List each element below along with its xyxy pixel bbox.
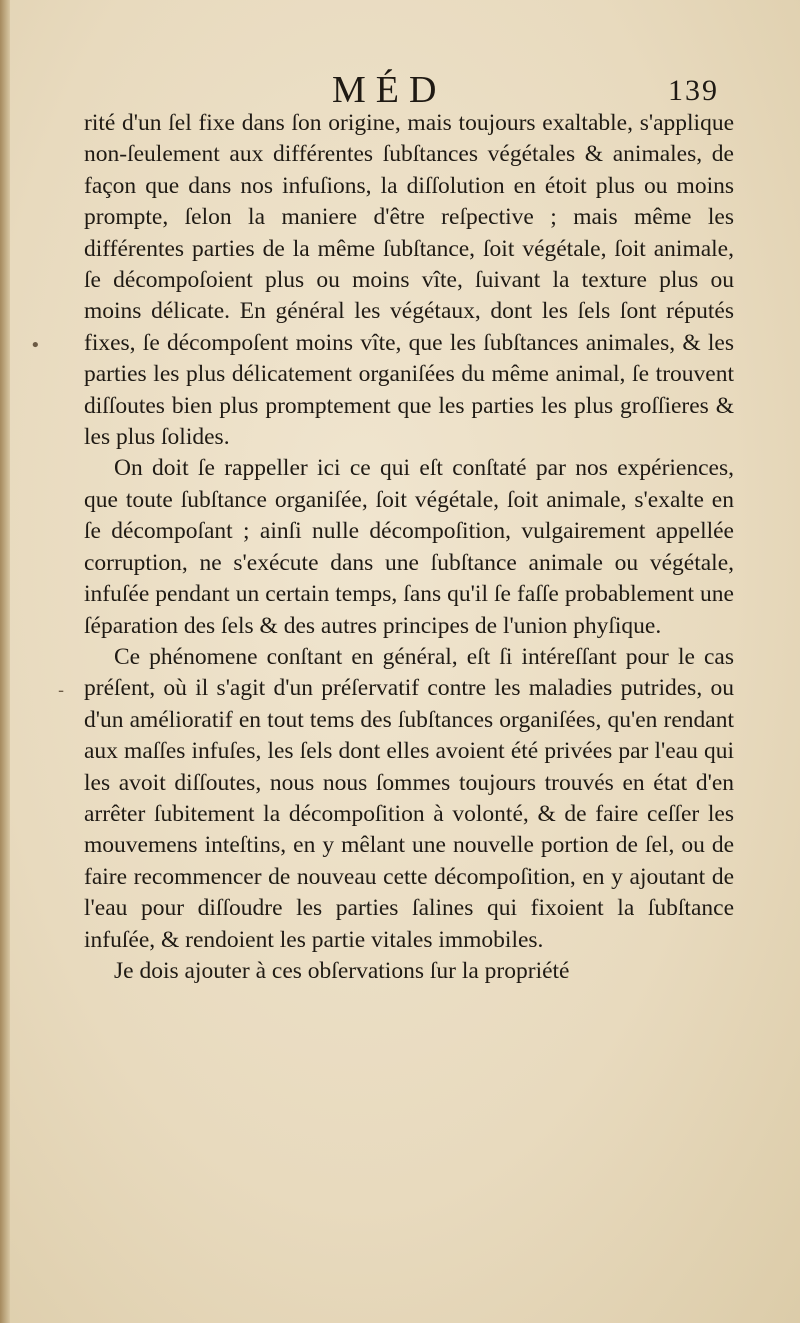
paragraph: On doit ſe rappeller ici ce qui eſt conſtaté par nos expériences, que toute ſubſtance organiſée, ſoit végétale, ſoit animale, s'exalte en ſe décompoſant ; ainſi nulle décompoſition, vulgairement appellée corruption, ne s'exécute dans une ſubſtance animale ou végétale, infuſée pendant un certain temps, ſans qu'il ſe faſſe probablement une ſéparation des ſels & des autres principes de l'union phyſique. [84, 455, 734, 639]
paragraph: rité d'un ſel fixe dans ſon origine, mais toujours exaltable, s'applique non-ſeulement aux différentes ſubſtances végétales & animales, de façon que dans nos infuſions, la diſſolution en étoit plus ou moins prompte, ſelon la maniere d'être reſpective ; mais même les différentes parties de la même ſubſtance, ſoit végétale, ſoit animale, ſe décompoſoient plus ou moins vîte, ſuivant la texture plus ou moins délicate. En général les végétaux, dont les ſels ſont réputés fixes, ſe décompoſent moins vîte, que les ſubſtances animales, & les parties les plus délicatement organiſées du même animal, ſe trouvent diſſoutes bien plus promptement que les parties les plus groſſieres & les plus ſolides. [84, 110, 734, 451]
running-head: MÉD [332, 69, 447, 111]
page-number: 139 [668, 74, 719, 107]
page-edge-shadow [0, 0, 10, 1323]
margin-mark: • [30, 335, 41, 356]
body-text [84, 108, 734, 987]
margin-mark: - [58, 680, 65, 701]
paragraph: Je dois ajouter à ces obſervations ſur la propriété [114, 957, 570, 984]
paragraph: Ce phénomene conſtant en général, eſt ſi intéreſſant pour le cas préſent, où il s'agit d'un préſervatif contre les maladies putrides, ou d'un amélioratif en tout tems des ſubſtances organiſées, qu'en rendant aux maſſes infuſes, les ſels dont elles avoient été privées par l'eau qui les avoit diſſoutes, nous nous ſommes toujours trouvés en état d'en arrêter ſubitement la décompoſition à volonté, & de faire ceſſer les mouvemens inteſtins, en y mêlant une nouvelle portion de ſel, ou de faire recommencer de nouveau cette décompoſition, en y ajoutant de l'eau pour diſſoudre les parties ſalines qui fixoient la ſubſtance infuſée, & rendoient les partie vitales immobiles. [84, 643, 734, 953]
